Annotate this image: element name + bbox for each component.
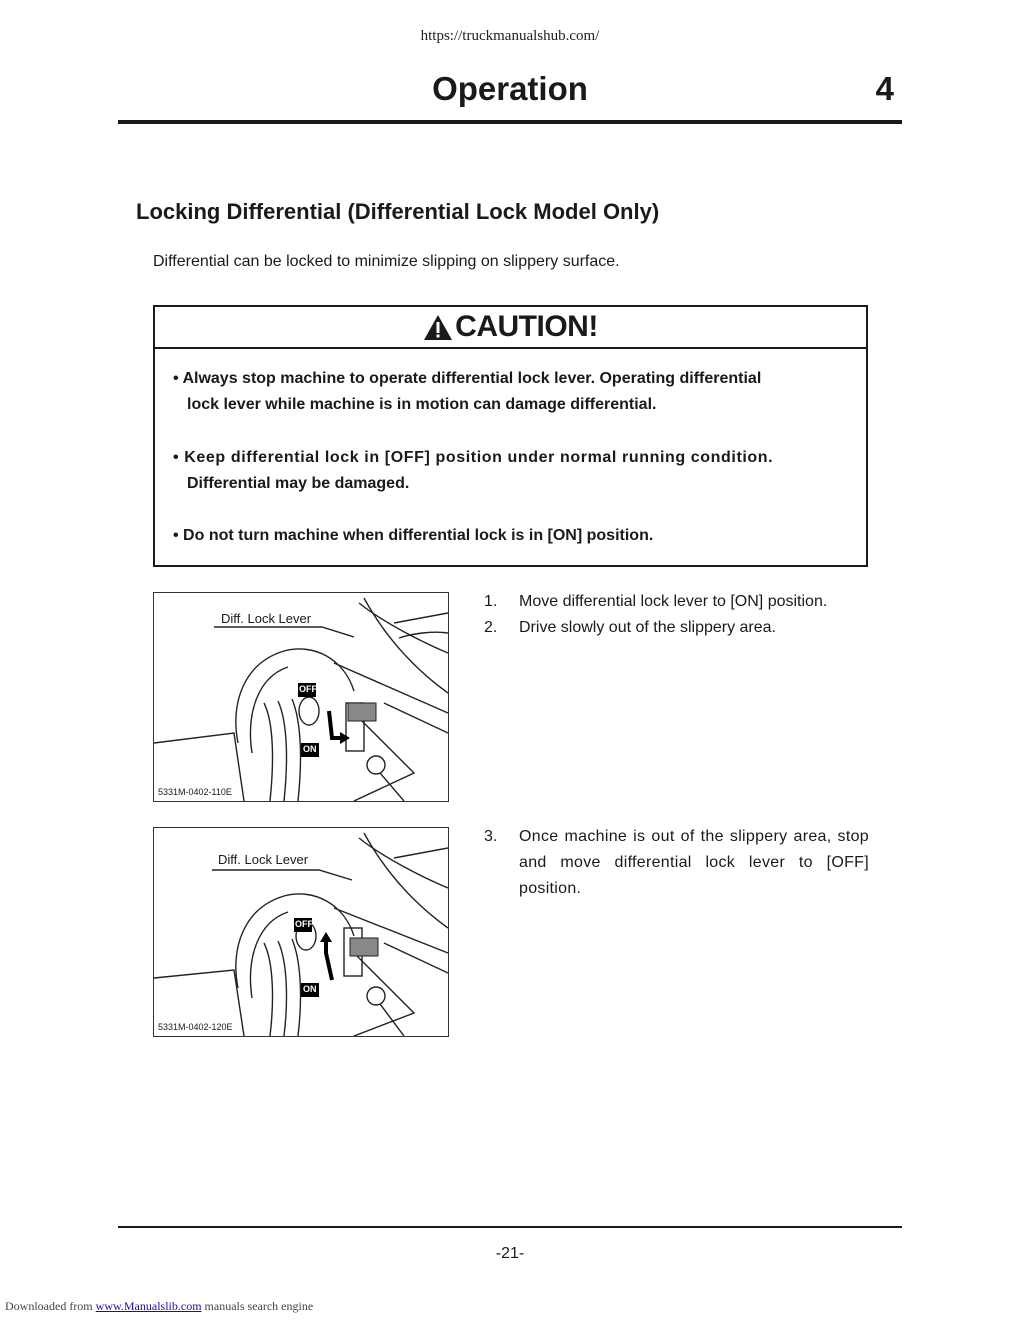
on-marker: ON: [303, 744, 317, 754]
download-footer: [5, 1299, 313, 1314]
manualslib-link[interactable]: www.Manualslib.com: [95, 1299, 202, 1313]
off-marker: OFF: [299, 684, 317, 694]
step-text: Once machine is out of the slippery area, stop and move differential lock lever to [OFF] position.: [519, 828, 869, 897]
figure-label: Diff. Lock Lever: [221, 611, 312, 626]
figure-label: Diff. Lock Lever: [218, 852, 309, 867]
figure-code: 5331M-0402-120E: [158, 1022, 233, 1032]
page-header-title: Operation: [432, 70, 588, 107]
page-number: -21-: [495, 1245, 525, 1262]
step-item: [484, 824, 874, 904]
caution-bullet: [173, 366, 853, 418]
caution-bullet: [173, 445, 853, 497]
warning-triangle-icon: [423, 314, 453, 341]
chapter-number: 4: [875, 70, 894, 107]
intro-text: Differential can be locked to minimize slipping on slippery surface.: [153, 253, 620, 270]
caution-bullet-line: Differential may be damaged.: [187, 475, 410, 492]
step-text: Drive slowly out of the slippery area.: [519, 619, 776, 636]
step-item: [484, 589, 874, 615]
caution-bullet-line: lock lever while machine is in motion can damage differential.: [187, 396, 657, 413]
step-number: 2.: [484, 619, 498, 636]
footer-rule: [118, 1226, 902, 1228]
figure-lever-on: [153, 592, 449, 802]
caution-header: [155, 307, 866, 349]
source-url: https://truckmanualshub.com/: [420, 28, 600, 44]
caution-bullet-line: • Keep differential lock in [OFF] position under normal running condition.: [173, 449, 774, 466]
step-item: [484, 615, 874, 641]
off-marker: OFF: [295, 919, 313, 929]
figure-code: 5331M-0402-110E: [158, 787, 232, 797]
caution-title: CAUTION!: [455, 310, 598, 343]
header-rule: [118, 120, 902, 124]
caution-bullet-line: • Always stop machine to operate differential lock lever. Operating differential: [173, 370, 762, 387]
on-marker: ON: [303, 984, 317, 994]
footer-suffix: manuals search engine: [201, 1299, 314, 1313]
caution-bullet: [173, 523, 853, 549]
section-title: Locking Differential (Differential Lock Model Only): [136, 199, 660, 224]
step-text: Move differential lock lever to [ON] position.: [519, 593, 828, 610]
step-number: 1.: [484, 593, 498, 610]
figure-lever-off: [153, 827, 449, 1037]
footer-prefix: Downloaded from: [5, 1299, 96, 1313]
caution-bullet-line: • Do not turn machine when differential lock is in [ON] position.: [173, 527, 654, 544]
step-number: 3.: [484, 828, 498, 845]
